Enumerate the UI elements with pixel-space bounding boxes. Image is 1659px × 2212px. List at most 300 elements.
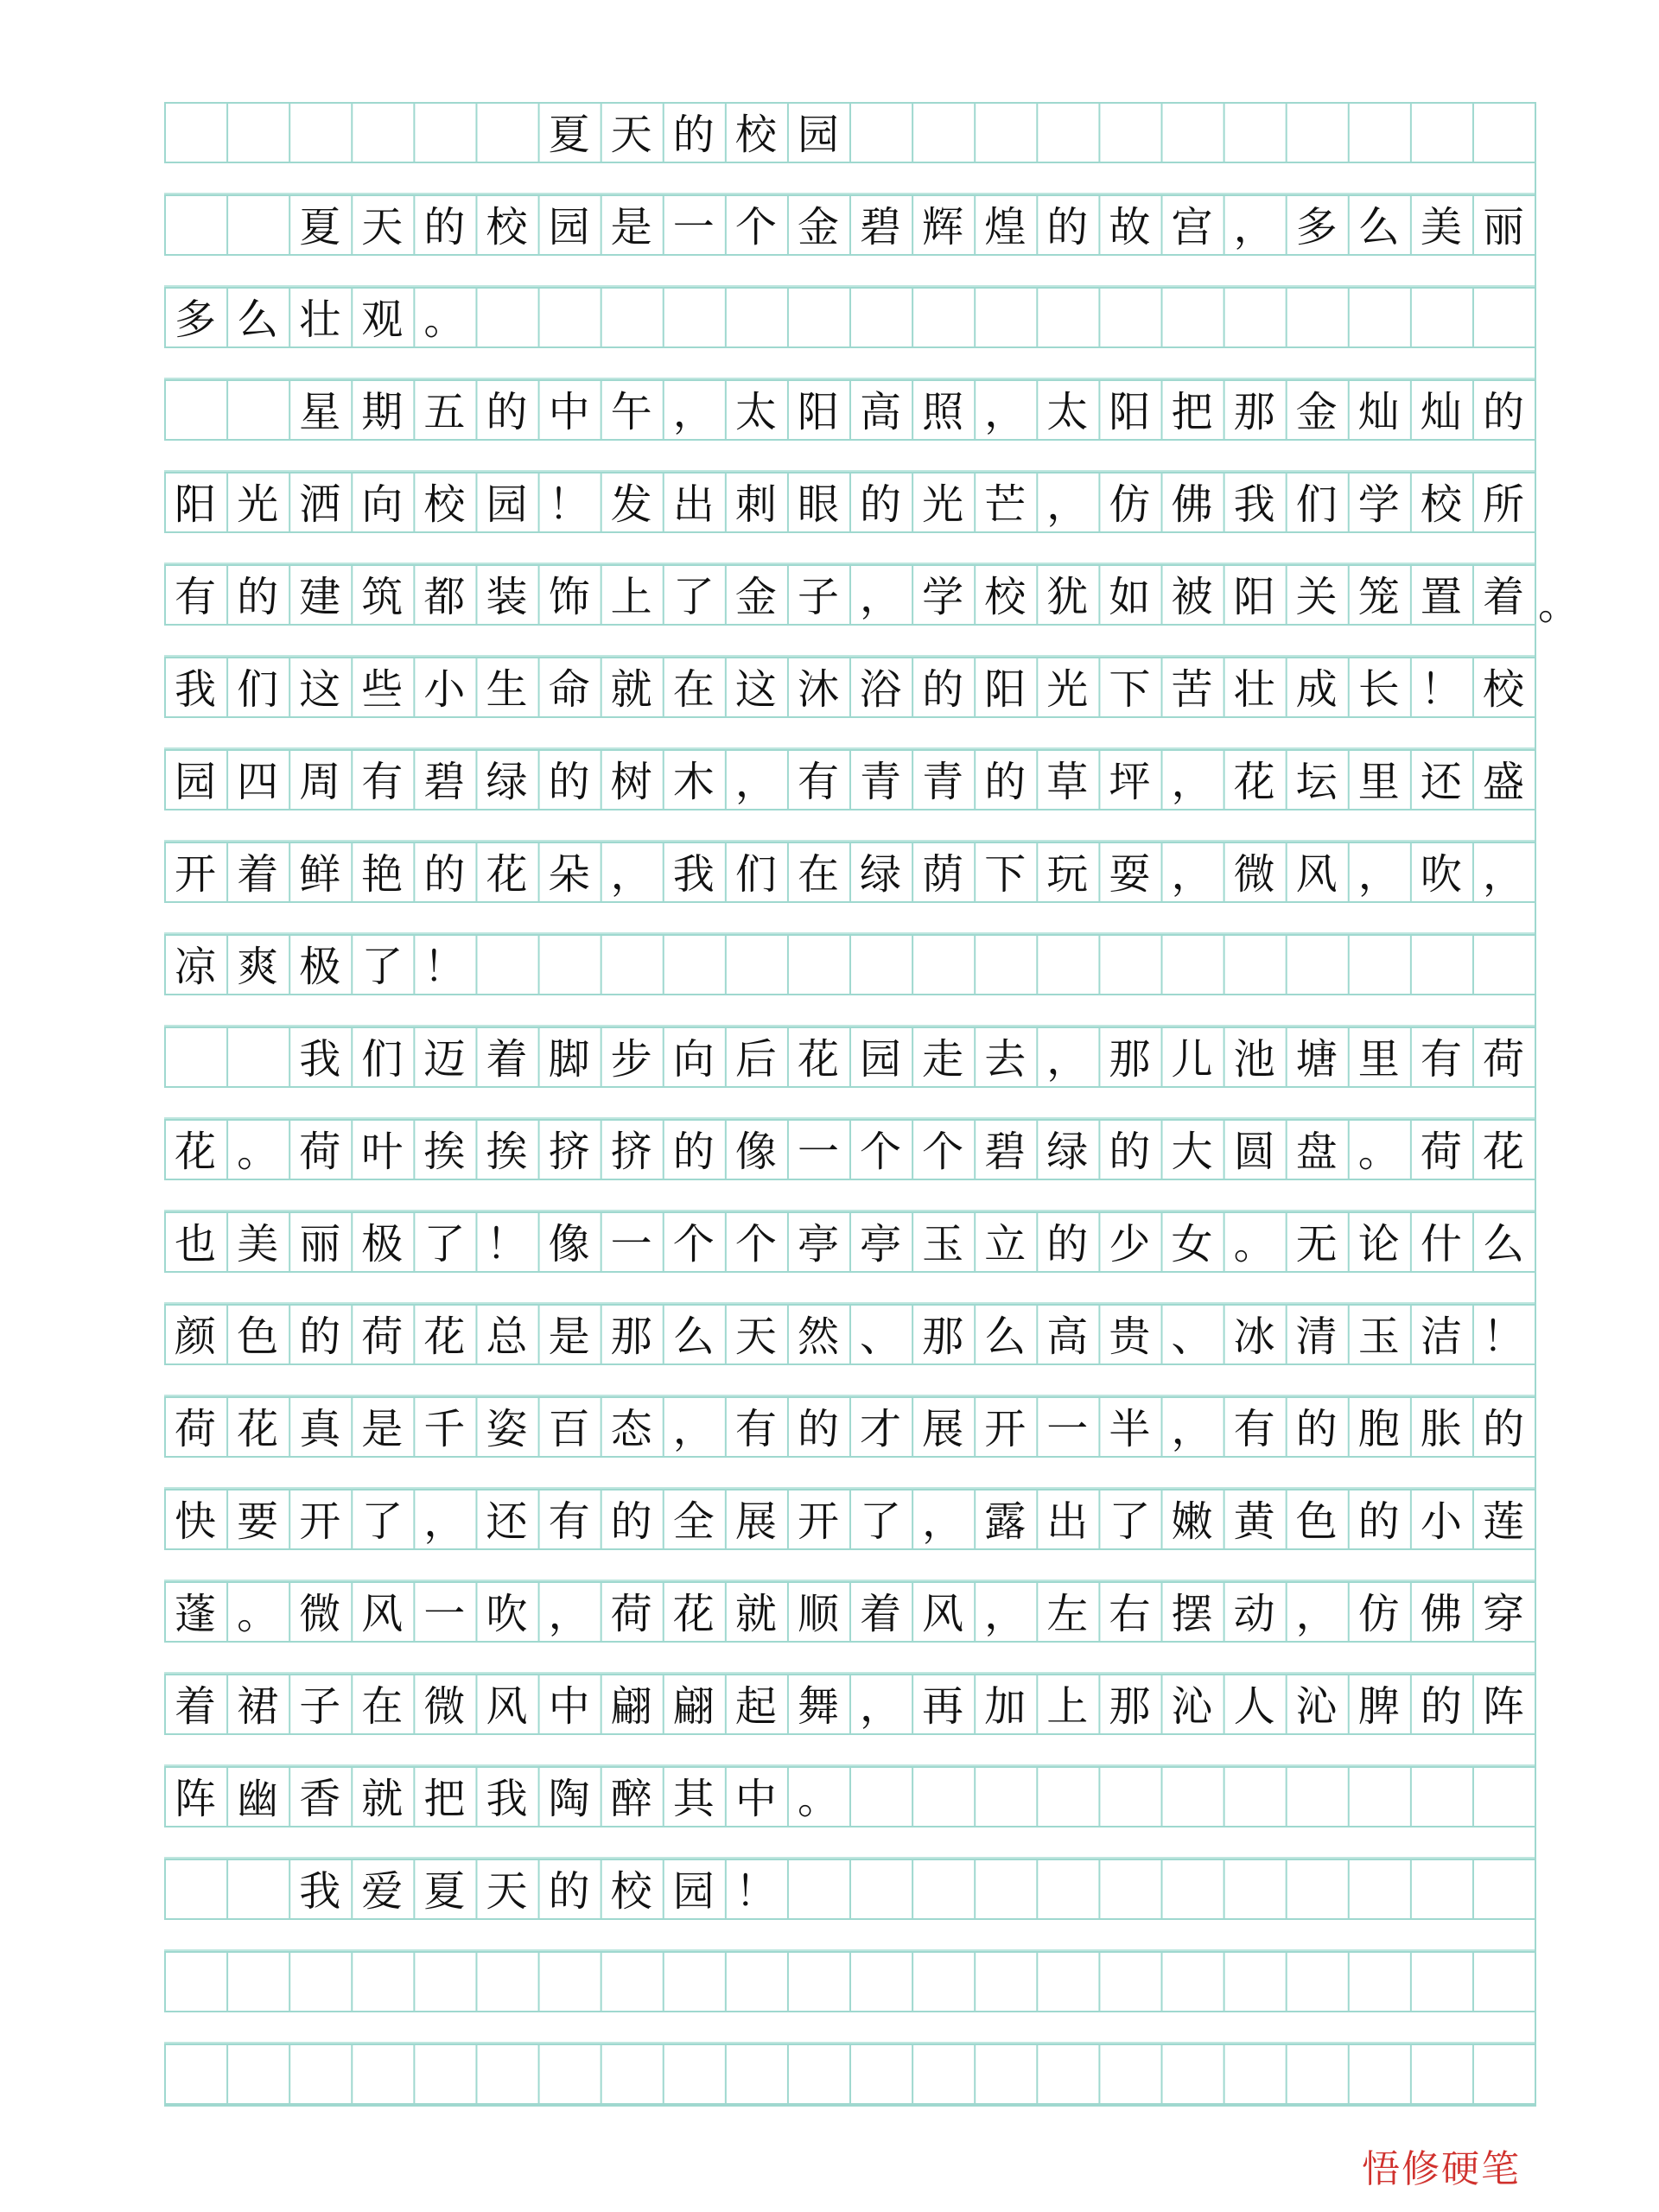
grid-character: 脚 bbox=[548, 1034, 590, 1084]
grid-character: 再 bbox=[922, 1681, 964, 1731]
grid-character: 下 bbox=[1109, 664, 1151, 714]
grid-character: 什 bbox=[1420, 1219, 1462, 1268]
grid-character: 舞 bbox=[797, 1681, 839, 1731]
grid-row bbox=[164, 1396, 1535, 1458]
grid-character: 个 bbox=[734, 1219, 777, 1268]
grid-empty-cell bbox=[475, 104, 537, 165]
grid-character: 的 bbox=[548, 757, 590, 806]
grid-character: ， bbox=[1171, 757, 1213, 806]
grid-character: 、 bbox=[860, 1312, 902, 1361]
grid-character: 池 bbox=[1233, 1034, 1275, 1084]
grid-character: 沐 bbox=[797, 664, 839, 714]
grid-character: 绿 bbox=[1046, 1127, 1089, 1176]
grid-character: 艳 bbox=[361, 849, 404, 899]
grid-character: 故 bbox=[1109, 202, 1151, 251]
grid-empty-cell bbox=[164, 196, 226, 257]
grid-character: 冰 bbox=[1233, 1312, 1275, 1361]
grid-row bbox=[164, 1119, 1535, 1180]
grid-character: 星 bbox=[299, 387, 341, 436]
grid-character: 仿 bbox=[1109, 480, 1151, 529]
grid-character: 全 bbox=[672, 1497, 715, 1546]
grid-character: 我 bbox=[1233, 480, 1275, 529]
grid-character: 黄 bbox=[1233, 1497, 1275, 1546]
grid-character: 的 bbox=[797, 1404, 839, 1453]
grid-empty-cell bbox=[164, 104, 226, 165]
grid-character: 浴 bbox=[860, 664, 902, 714]
grid-character: 花 bbox=[237, 1404, 279, 1453]
grid-character: 了 bbox=[860, 1497, 902, 1546]
grid-character: 挤 bbox=[548, 1127, 590, 1176]
grid-character: 园 bbox=[548, 202, 590, 251]
grid-character: 塘 bbox=[1295, 1034, 1338, 1084]
grid-character: 装 bbox=[486, 572, 528, 621]
grid-row bbox=[164, 749, 1535, 810]
grid-character: 女 bbox=[1171, 1219, 1213, 1268]
grid-character: 还 bbox=[486, 1497, 528, 1546]
grid-empty-cell bbox=[164, 1028, 226, 1090]
grid-character: 有 bbox=[734, 1404, 777, 1453]
grid-character: 盘 bbox=[1295, 1127, 1338, 1176]
grid-character: 加 bbox=[984, 1681, 1027, 1731]
grid-character: 我 bbox=[486, 1774, 528, 1823]
grid-character: 就 bbox=[734, 1589, 777, 1638]
grid-character: 周 bbox=[299, 757, 341, 806]
grid-character: 筑 bbox=[361, 572, 404, 621]
watermark-logo: 悟修硬笔 bbox=[1362, 2147, 1521, 2191]
grid-character: ， bbox=[734, 757, 777, 806]
grid-character: 那 bbox=[922, 1312, 964, 1361]
grid-character: 苦 bbox=[1171, 664, 1213, 714]
grid-character: 姿 bbox=[486, 1404, 528, 1453]
row-spacer bbox=[164, 626, 1535, 657]
grid-character: 里 bbox=[1357, 1034, 1400, 1084]
grid-character: 像 bbox=[734, 1127, 777, 1176]
grid-character: 然 bbox=[797, 1312, 839, 1361]
grid-character: 了 bbox=[423, 1219, 466, 1268]
grid-character: 着 bbox=[237, 849, 279, 899]
grid-character: 个 bbox=[734, 202, 777, 251]
grid-character: 是 bbox=[361, 1404, 404, 1453]
grid-character: 了 bbox=[361, 942, 404, 991]
grid-character: 也 bbox=[175, 1219, 217, 1268]
grid-character: ， bbox=[1233, 202, 1275, 251]
grid-character: 阳 bbox=[1109, 387, 1151, 436]
grid-character: 荷 bbox=[175, 1404, 217, 1453]
grid-character: 摆 bbox=[1171, 1589, 1213, 1638]
grid-character: 一 bbox=[1046, 1404, 1089, 1453]
grid-character: 无 bbox=[1295, 1219, 1338, 1268]
grid-character: 长 bbox=[1357, 664, 1400, 714]
grid-character: 笼 bbox=[1357, 572, 1400, 621]
grid-character: 成 bbox=[1295, 664, 1338, 714]
grid-character: 洁 bbox=[1420, 1312, 1462, 1361]
grid-character: 玉 bbox=[922, 1219, 964, 1268]
grid-row bbox=[164, 657, 1535, 718]
row-spacer bbox=[164, 256, 1535, 287]
grid-character: 的 bbox=[984, 757, 1027, 806]
row-spacer bbox=[164, 1643, 1535, 1674]
grid-character: 光 bbox=[1046, 664, 1089, 714]
grid-character: 中 bbox=[734, 1774, 777, 1823]
grid-character: 芒 bbox=[984, 480, 1027, 529]
grid-character: 的 bbox=[610, 1497, 652, 1546]
grid-character: 辉 bbox=[922, 202, 964, 251]
grid-character: 儿 bbox=[1171, 1034, 1213, 1084]
row-spacer bbox=[164, 810, 1535, 842]
grid-character: 生 bbox=[486, 664, 528, 714]
row-spacer bbox=[164, 1365, 1535, 1396]
grid-row bbox=[164, 564, 1535, 626]
grid-character: 么 bbox=[237, 295, 279, 344]
grid-character: 着 bbox=[175, 1681, 217, 1731]
grid-character: 顺 bbox=[797, 1589, 839, 1638]
grid-character: 一 bbox=[610, 1219, 652, 1268]
grid-character: 所 bbox=[1482, 480, 1524, 529]
grid-character: 快 bbox=[175, 1497, 217, 1546]
grid-character: 么 bbox=[1357, 202, 1400, 251]
grid-character: 是 bbox=[610, 202, 652, 251]
row-spacer bbox=[164, 903, 1535, 934]
grid-character: 们 bbox=[1295, 480, 1338, 529]
grid-character: 挨 bbox=[423, 1127, 466, 1176]
grid-character: 那 bbox=[1233, 387, 1275, 436]
grid-character: 们 bbox=[734, 849, 777, 899]
grid-character: 刺 bbox=[734, 480, 777, 529]
grid-character: 总 bbox=[486, 1312, 528, 1361]
grid-character: 鲜 bbox=[299, 849, 341, 899]
grid-character: 中 bbox=[548, 1681, 590, 1731]
grid-character: 么 bbox=[984, 1312, 1027, 1361]
grid-empty-cell bbox=[351, 104, 413, 165]
grid-character: 高 bbox=[860, 387, 902, 436]
grid-character: ， bbox=[548, 1589, 590, 1638]
grid-character: 多 bbox=[175, 295, 217, 344]
grid-character: 挨 bbox=[486, 1127, 528, 1176]
grid-row bbox=[164, 842, 1535, 903]
grid-character: 绿 bbox=[486, 757, 528, 806]
grid-character: 花 bbox=[797, 1034, 839, 1084]
grid-character: 煌 bbox=[984, 202, 1027, 251]
grid-character: 这 bbox=[299, 664, 341, 714]
grid-empty-cell bbox=[226, 196, 289, 257]
grid-character: 校 bbox=[423, 480, 466, 529]
grid-character: 半 bbox=[1109, 1404, 1151, 1453]
grid-character: 着 bbox=[486, 1034, 528, 1084]
grid-character: 们 bbox=[361, 1034, 404, 1084]
grid-character: 叶 bbox=[361, 1127, 404, 1176]
grid-character: 的 bbox=[1295, 1404, 1338, 1453]
grid-character: 校 bbox=[1482, 664, 1524, 714]
grid-character: 后 bbox=[734, 1034, 777, 1084]
grid-character: 嫩 bbox=[1171, 1497, 1213, 1546]
row-spacer bbox=[164, 1458, 1535, 1489]
grid-character: 太 bbox=[734, 387, 777, 436]
grid-row bbox=[164, 1674, 1535, 1735]
grid-character: 观 bbox=[361, 295, 404, 344]
grid-character: 个 bbox=[860, 1127, 902, 1176]
grid-character: 有 bbox=[361, 757, 404, 806]
grid-character: ！ bbox=[423, 942, 466, 991]
grid-character: 出 bbox=[1046, 1497, 1089, 1546]
grid-character: 沁 bbox=[1171, 1681, 1213, 1731]
grid-character: 圆 bbox=[1233, 1127, 1275, 1176]
grid-character: 风 bbox=[1295, 849, 1338, 899]
grid-character: 阳 bbox=[175, 480, 217, 529]
grid-row bbox=[164, 287, 1535, 348]
grid-character: 上 bbox=[1046, 1681, 1089, 1731]
grid-character: 极 bbox=[361, 1219, 404, 1268]
grid-character: 那 bbox=[1109, 1034, 1151, 1084]
grid-character: 右 bbox=[1109, 1589, 1151, 1638]
grid-character: 像 bbox=[548, 1219, 590, 1268]
grid-character: 壮 bbox=[1233, 664, 1275, 714]
grid-character: 胀 bbox=[1420, 1404, 1462, 1453]
grid-character: 太 bbox=[1046, 387, 1089, 436]
grid-character: 出 bbox=[672, 480, 715, 529]
grid-character: 木 bbox=[672, 757, 715, 806]
grid-character: 把 bbox=[423, 1774, 466, 1823]
grid-character: 开 bbox=[984, 1404, 1027, 1453]
grid-row bbox=[164, 1859, 1535, 1920]
grid-character: 态 bbox=[610, 1404, 652, 1453]
grid-character: 置 bbox=[1420, 572, 1462, 621]
grid-character: 阳 bbox=[1233, 572, 1275, 621]
grid-character: 有 bbox=[1233, 1404, 1275, 1453]
grid-empty-cell bbox=[289, 104, 351, 165]
grid-character: ， bbox=[860, 1681, 902, 1731]
grid-character: 个 bbox=[922, 1127, 964, 1176]
grid-empty-cell bbox=[226, 1028, 289, 1090]
grid-character: 四 bbox=[237, 757, 279, 806]
grid-character: 阵 bbox=[1482, 1681, 1524, 1731]
grid-character: 仿 bbox=[1357, 1589, 1400, 1638]
grid-character: ， bbox=[984, 387, 1027, 436]
grid-character: 幽 bbox=[237, 1774, 279, 1823]
grid-character: 立 bbox=[984, 1219, 1027, 1268]
grid-character: 在 bbox=[797, 849, 839, 899]
grid-character: 绿 bbox=[860, 849, 902, 899]
grid-character: 有 bbox=[175, 572, 217, 621]
grid-character: 的 bbox=[1357, 1497, 1400, 1546]
grid-character: 荷 bbox=[361, 1312, 404, 1361]
grid-character: 些 bbox=[361, 664, 404, 714]
row-spacer bbox=[164, 1180, 1535, 1211]
grid-character: 我 bbox=[299, 1034, 341, 1084]
grid-character: 天 bbox=[361, 202, 404, 251]
grid-empty-cell bbox=[164, 1860, 226, 1922]
grid-character: 色 bbox=[1295, 1497, 1338, 1546]
grid-character: 。 bbox=[1233, 1219, 1275, 1268]
grid-character: 命 bbox=[548, 664, 590, 714]
grid-row bbox=[164, 934, 1535, 995]
grid-character: 醉 bbox=[610, 1774, 652, 1823]
grid-character: 了 bbox=[672, 572, 715, 621]
grid-character: 花 bbox=[486, 849, 528, 899]
grid-character: 凉 bbox=[175, 942, 217, 991]
grid-character: 。 bbox=[1357, 1127, 1400, 1176]
grid-row bbox=[164, 102, 1535, 163]
grid-character: 洒 bbox=[299, 480, 341, 529]
grid-character: 动 bbox=[1233, 1589, 1275, 1638]
grid-row bbox=[164, 472, 1535, 533]
grid-character: 沁 bbox=[1295, 1681, 1338, 1731]
grid-character: 犹 bbox=[1046, 572, 1089, 621]
grid-character: 去 bbox=[984, 1034, 1027, 1084]
grid-character: ， bbox=[423, 1497, 466, 1546]
grid-character: 们 bbox=[237, 664, 279, 714]
grid-character: 校 bbox=[610, 1866, 652, 1916]
row-spacer bbox=[164, 995, 1535, 1027]
grid-character: 。 bbox=[237, 1127, 279, 1176]
grid-character: 花 bbox=[423, 1312, 466, 1361]
grid-character: 校 bbox=[486, 202, 528, 251]
grid-character: ， bbox=[610, 849, 652, 899]
grid-character: 百 bbox=[548, 1404, 590, 1453]
grid-character: 是 bbox=[548, 1312, 590, 1361]
grid-character: ， bbox=[984, 1589, 1027, 1638]
grid-character: 子 bbox=[299, 1681, 341, 1731]
grid-character: 金 bbox=[1295, 387, 1338, 436]
grid-character: 贵 bbox=[1109, 1312, 1151, 1361]
grid-character: 千 bbox=[423, 1404, 466, 1453]
grid-row bbox=[164, 2044, 1535, 2105]
grid-character: 风 bbox=[486, 1681, 528, 1731]
grid-character: 阵 bbox=[175, 1774, 217, 1823]
grid-row bbox=[164, 1489, 1535, 1550]
grid-character: 就 bbox=[610, 664, 652, 714]
grid-character: 才 bbox=[860, 1404, 902, 1453]
grid-character: 美 bbox=[237, 1219, 279, 1268]
grid-character: 有 bbox=[797, 757, 839, 806]
grid-character: 着 bbox=[1482, 572, 1524, 621]
grid-character: 天 bbox=[610, 110, 652, 159]
grid-character: 脾 bbox=[1357, 1681, 1400, 1731]
grid-character: 我 bbox=[299, 1866, 341, 1916]
grid-character: 风 bbox=[361, 1589, 404, 1638]
grid-character: 微 bbox=[299, 1589, 341, 1638]
grid-character: 大 bbox=[1171, 1127, 1213, 1176]
grid-character: 的 bbox=[423, 849, 466, 899]
grid-character: 树 bbox=[610, 757, 652, 806]
grid-character: 一 bbox=[672, 202, 715, 251]
row-spacer bbox=[164, 1735, 1535, 1766]
grid-character: 花 bbox=[175, 1127, 217, 1176]
grid-character: 的 bbox=[486, 387, 528, 436]
grid-character: 建 bbox=[299, 572, 341, 621]
grid-character: 的 bbox=[299, 1312, 341, 1361]
grid-character: 高 bbox=[1046, 1312, 1089, 1361]
grid-character: 还 bbox=[1420, 757, 1462, 806]
grid-character: 就 bbox=[361, 1774, 404, 1823]
grid-character: 佛 bbox=[1171, 480, 1213, 529]
margin-punctuation: 。 bbox=[1538, 581, 1580, 629]
grid-character: 的 bbox=[548, 1866, 590, 1916]
grid-character: ！ bbox=[548, 480, 590, 529]
grid-character: 开 bbox=[299, 1497, 341, 1546]
grid-character: 莲 bbox=[1482, 1497, 1524, 1546]
grid-character: 耍 bbox=[1109, 849, 1151, 899]
grid-character: 起 bbox=[734, 1681, 777, 1731]
grid-character: 颜 bbox=[175, 1312, 217, 1361]
grid-character: 左 bbox=[1046, 1589, 1089, 1638]
grid-character: 发 bbox=[610, 480, 652, 529]
grid-character: 荷 bbox=[1420, 1127, 1462, 1176]
grid-character: 么 bbox=[1482, 1219, 1524, 1268]
grid-character: 园 bbox=[797, 110, 839, 159]
grid-character: 吹 bbox=[1420, 849, 1462, 899]
grid-character: 荫 bbox=[922, 849, 964, 899]
grid-character: 极 bbox=[299, 942, 341, 991]
grid-character: 青 bbox=[922, 757, 964, 806]
grid-empty-cell bbox=[226, 104, 289, 165]
grid-character: ， bbox=[672, 1404, 715, 1453]
grid-character: 了 bbox=[361, 1497, 404, 1546]
grid-character: 花 bbox=[1233, 757, 1275, 806]
grid-character: ！ bbox=[734, 1866, 777, 1916]
grid-row bbox=[164, 379, 1535, 441]
grid-character: 露 bbox=[984, 1497, 1027, 1546]
grid-character: 天 bbox=[486, 1866, 528, 1916]
grid-character: 丽 bbox=[299, 1219, 341, 1268]
grid-character: 那 bbox=[1109, 1681, 1151, 1731]
grid-character: 坪 bbox=[1109, 757, 1151, 806]
grid-character: 荷 bbox=[1482, 1034, 1524, 1084]
grid-character: 午 bbox=[610, 387, 652, 436]
grid-character: 走 bbox=[922, 1034, 964, 1084]
grid-character: 宫 bbox=[1171, 202, 1213, 251]
grid-character: 天 bbox=[734, 1312, 777, 1361]
grid-character: 里 bbox=[1357, 757, 1400, 806]
grid-character: ， bbox=[860, 572, 902, 621]
grid-character: 爽 bbox=[237, 942, 279, 991]
grid-character: 在 bbox=[361, 1681, 404, 1731]
grid-character: 步 bbox=[610, 1034, 652, 1084]
grid-character: 微 bbox=[1233, 849, 1275, 899]
grid-character: 我 bbox=[672, 849, 715, 899]
grid-character: 胞 bbox=[1357, 1404, 1400, 1453]
row-spacer bbox=[164, 718, 1535, 749]
grid-character: 个 bbox=[672, 1219, 715, 1268]
grid-character: 园 bbox=[175, 757, 217, 806]
grid-character: 的 bbox=[237, 572, 279, 621]
grid-character: 亭 bbox=[797, 1219, 839, 1268]
grid-character: 夏 bbox=[299, 202, 341, 251]
grid-character: 把 bbox=[1171, 387, 1213, 436]
grid-row bbox=[164, 1211, 1535, 1273]
grid-character: 少 bbox=[1109, 1219, 1151, 1268]
grid-character: 中 bbox=[548, 387, 590, 436]
grid-character: 的 bbox=[1109, 1127, 1151, 1176]
row-spacer bbox=[164, 1920, 1535, 1951]
grid-character: 香 bbox=[299, 1774, 341, 1823]
grid-character: 金 bbox=[734, 572, 777, 621]
grid-character: 小 bbox=[1420, 1497, 1462, 1546]
grid-character: 期 bbox=[361, 387, 404, 436]
grid-character: ， bbox=[1357, 849, 1400, 899]
grid-character: 迈 bbox=[423, 1034, 466, 1084]
grid-character: 我 bbox=[175, 664, 217, 714]
grid-character: 园 bbox=[860, 1034, 902, 1084]
grid-character: 人 bbox=[1233, 1681, 1275, 1731]
grid-character: 玩 bbox=[1046, 849, 1089, 899]
grid-character: 一 bbox=[797, 1127, 839, 1176]
grid-character: 朵 bbox=[548, 849, 590, 899]
grid-character: 校 bbox=[984, 572, 1027, 621]
grid-character: ， bbox=[922, 1497, 964, 1546]
grid-character: 向 bbox=[361, 480, 404, 529]
row-spacer bbox=[164, 348, 1535, 379]
grid-empty-cell bbox=[226, 1860, 289, 1922]
